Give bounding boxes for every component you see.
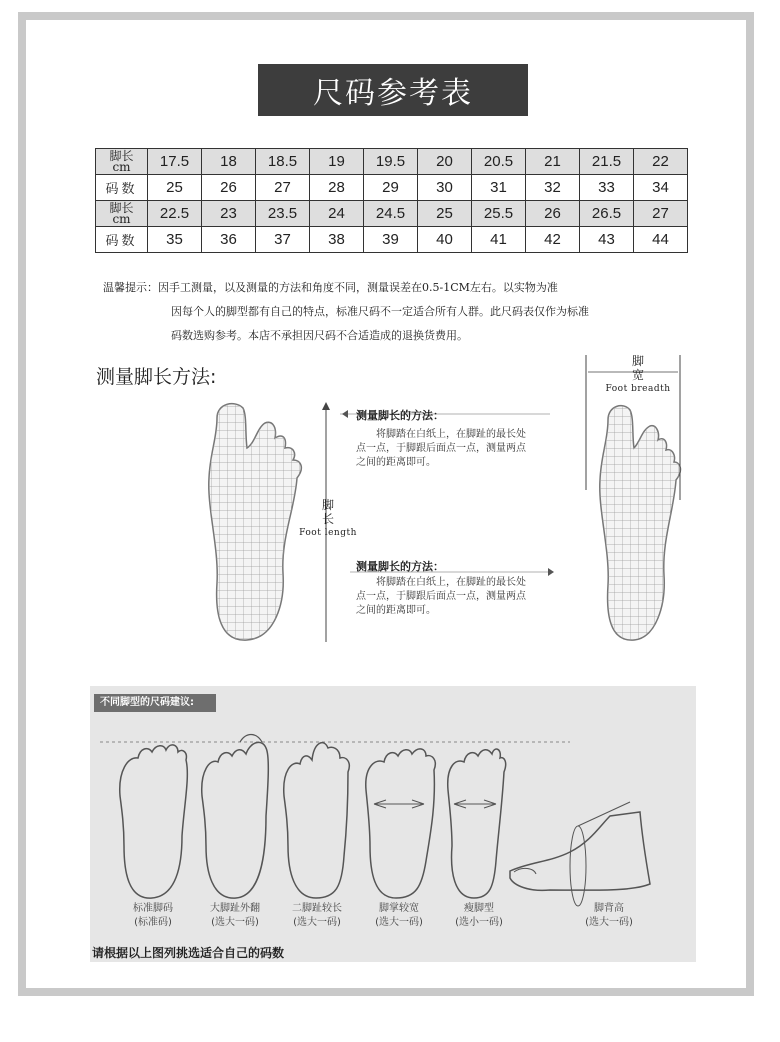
notice-line: 码数选购参考。本店不承担因尺码不合适造成的退换货费用。 <box>171 329 468 342</box>
foot-length-label: 脚 长 Foot length <box>299 498 357 538</box>
measure-title: 测量脚长方法: <box>96 366 217 388</box>
table-cell: 21.5 <box>580 149 634 175</box>
page-title: 尺码参考表 <box>258 64 528 116</box>
foot-type-caption: 瘦脚型 (选小一码) <box>455 903 503 928</box>
table-cell: 42 <box>526 227 580 253</box>
foot-type-caption: 脚背高 (选大一码) <box>585 903 633 928</box>
table-cell: 20.5 <box>472 149 526 175</box>
table-cell: 20 <box>418 149 472 175</box>
table-cell: 30 <box>418 175 472 201</box>
table-cell: 31 <box>472 175 526 201</box>
table-cell: 24 <box>310 201 364 227</box>
table-cell: 29 <box>364 175 418 201</box>
foot-type-caption: 脚掌较宽 (选大一码) <box>375 903 423 928</box>
method-1-desc: 将脚踏在白纸上，在脚趾的最长处 点一点，于脚跟后面点一点，测量两点 之间的距离即可。 <box>356 429 526 468</box>
table-cell: 36 <box>202 227 256 253</box>
row-header: 脚长 cm <box>96 201 148 227</box>
foot-breadth-label: 脚 宽 Foot breadth <box>605 354 671 394</box>
table-cell: 22.5 <box>148 201 202 227</box>
table-cell: 38 <box>310 227 364 253</box>
table-cell: 26.5 <box>580 201 634 227</box>
table-cell: 32 <box>526 175 580 201</box>
table-cell: 27 <box>634 201 688 227</box>
table-cell: 40 <box>418 227 472 253</box>
table-cell: 37 <box>256 227 310 253</box>
table-cell: 19 <box>310 149 364 175</box>
table-cell: 44 <box>634 227 688 253</box>
table-cell: 39 <box>364 227 418 253</box>
table-cell: 18 <box>202 149 256 175</box>
table-cell: 21 <box>526 149 580 175</box>
table-cell: 23.5 <box>256 201 310 227</box>
table-cell: 35 <box>148 227 202 253</box>
notice-line: 温馨提示：因手工测量，以及测量的方法和角度不同，测量误差在0.5-1CM左右。以实物为准 <box>103 281 558 294</box>
foot-type-suggestion-panel <box>90 686 696 962</box>
row-header: 码数 <box>96 175 148 201</box>
table-cell: 33 <box>580 175 634 201</box>
table-cell: 34 <box>634 175 688 201</box>
foot-type-caption: 大脚趾外翻 (选大一码) <box>210 903 260 928</box>
table-cell: 28 <box>310 175 364 201</box>
foot-type-caption: 标准脚码 (标准码) <box>133 903 173 928</box>
table-cell: 43 <box>580 227 634 253</box>
table-cell: 27 <box>256 175 310 201</box>
method-1-title: 测量脚长的方法： <box>356 409 444 422</box>
row-header: 码数 <box>96 227 148 253</box>
method-2-title: 测量脚长的方法： <box>356 560 444 573</box>
foot-type-caption: 二脚趾较长 (选大一码) <box>292 903 342 928</box>
notice-line: 因每个人的脚型都有自己的特点，标准尺码不一定适合所有人群。此尺码表仅作为标准 <box>171 305 589 318</box>
table-cell: 17.5 <box>148 149 202 175</box>
table-cell: 19.5 <box>364 149 418 175</box>
table-cell: 24.5 <box>364 201 418 227</box>
table-cell: 41 <box>472 227 526 253</box>
bottom-instruction: 请根据以上图列挑选适合自己的码数 <box>92 946 285 960</box>
suggestion-tag: 不同脚型的尺码建议: <box>94 694 216 712</box>
method-2-desc: 将脚踏在白纸上，在脚趾的最长处 点一点，于脚跟后面点一点，测量两点 之间的距离即可。 <box>356 577 526 616</box>
table-cell: 26 <box>202 175 256 201</box>
row-header: 脚长 cm <box>96 149 148 175</box>
table-cell: 25 <box>418 201 472 227</box>
table-cell: 26 <box>526 201 580 227</box>
table-cell: 25 <box>148 175 202 201</box>
table-cell: 18.5 <box>256 149 310 175</box>
table-cell: 25.5 <box>472 201 526 227</box>
table-cell: 23 <box>202 201 256 227</box>
table-cell: 22 <box>634 149 688 175</box>
